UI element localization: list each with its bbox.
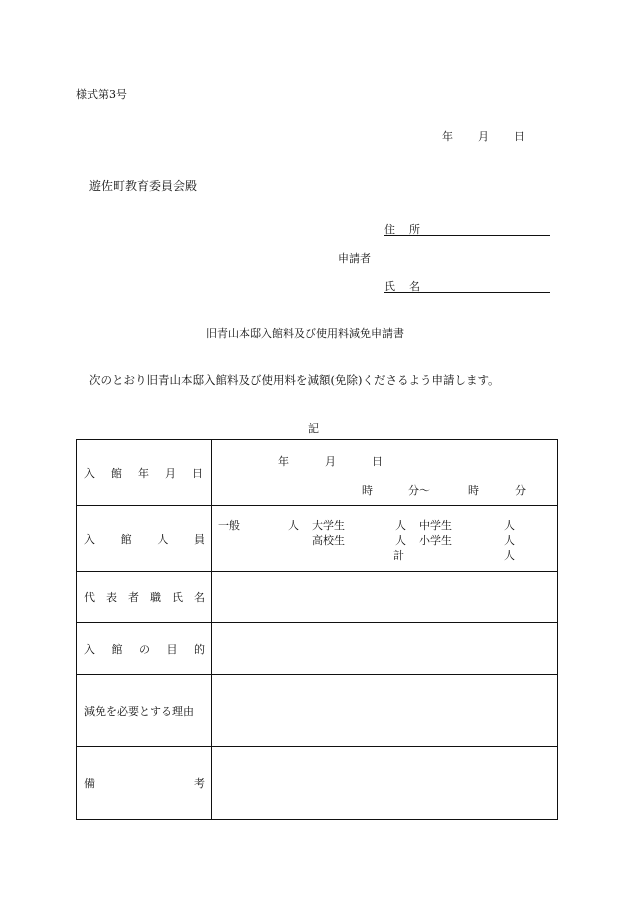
label-visitor-count (77, 506, 212, 572)
label-char: 職 (150, 591, 161, 604)
label-char: 館 (111, 466, 122, 480)
name-line[interactable] (384, 278, 550, 293)
label-char: 入 (84, 466, 95, 480)
label-char: 備 (84, 777, 95, 790)
date-line (442, 128, 453, 144)
label-char: 名 (194, 591, 205, 604)
total-label: 計 (393, 549, 404, 562)
general-unit: 人 (288, 519, 299, 532)
addressee: 遊佐町教育委員会殿 (89, 179, 198, 193)
label-char: 入 (84, 532, 95, 546)
address-line[interactable] (384, 221, 550, 236)
remarks-cell[interactable] (212, 747, 558, 820)
elementary-label: 小学生 (419, 534, 452, 547)
table-row-reason (77, 675, 558, 747)
form-title: 旧青山本邸入館料及び使用料減免申請書 (206, 327, 404, 340)
hour-to: 時 (468, 484, 479, 497)
name-label-2: 名 (409, 280, 420, 293)
form-number: 様式第3号 (76, 88, 127, 101)
purpose-cell[interactable] (212, 623, 558, 675)
representative-cell[interactable] (212, 572, 558, 623)
ki-label: 記 (308, 422, 319, 435)
junior-high-label: 中学生 (419, 519, 452, 532)
label-char: 員 (193, 532, 205, 546)
label-purpose (77, 623, 212, 675)
total-unit: 人 (504, 549, 515, 562)
date-month: 月 (478, 130, 489, 143)
label-char: 入 (84, 642, 95, 656)
label-char: 表 (106, 591, 117, 604)
reason-cell[interactable] (212, 675, 558, 747)
university-unit: 人 (395, 519, 406, 532)
label-char: 考 (194, 777, 205, 790)
label-reason (77, 675, 212, 747)
label-char: 者 (128, 591, 139, 604)
table-row-date (77, 440, 558, 506)
high-school-unit: 人 (395, 534, 406, 547)
visit-date-cell[interactable] (212, 440, 558, 506)
body-text: 次のとおり旧青山本邸入館料及び使用料を減額(免除)くださるよう申請します。 (89, 373, 500, 387)
visit-month: 月 (325, 455, 336, 468)
date-year: 年 (442, 130, 453, 143)
label-char: 人 (157, 532, 169, 546)
label-char: 代 (84, 591, 95, 604)
applicant-label: 申請者 (338, 252, 371, 265)
name-label-1: 氏 (384, 280, 395, 293)
label-char: 目 (166, 642, 178, 656)
visit-day: 日 (372, 455, 383, 468)
table-row-people (77, 506, 558, 572)
university-label: 大学生 (312, 519, 345, 532)
label-char: 館 (111, 642, 123, 656)
table-row-representative (77, 572, 558, 623)
visit-year: 年 (278, 455, 289, 468)
label-char: 日 (192, 466, 203, 480)
elementary-unit: 人 (504, 534, 515, 547)
hour-from: 時 (362, 484, 373, 497)
minute-from: 分〜 (408, 484, 430, 497)
label-representative (77, 572, 212, 623)
label-text: 減免を必要とする理由 (84, 704, 194, 718)
address-label-1: 住 (384, 223, 395, 236)
label-char: 館 (120, 532, 132, 546)
address-label-2: 所 (409, 223, 420, 236)
label-char: 氏 (172, 591, 183, 604)
date-day: 日 (514, 130, 525, 143)
minute-to: 分 (515, 484, 526, 497)
label-char: の (139, 642, 150, 656)
label-visit-date (77, 440, 212, 506)
high-school-label: 高校生 (312, 534, 345, 547)
label-remarks (77, 747, 212, 820)
application-table (76, 439, 558, 820)
table-row-purpose (77, 623, 558, 675)
label-char: 年 (138, 466, 149, 480)
table-row-remarks (77, 747, 558, 820)
general-label: 一般 (218, 519, 240, 532)
junior-high-unit: 人 (504, 519, 515, 532)
label-char: 月 (165, 466, 176, 480)
label-char: 的 (194, 642, 205, 656)
visitor-count-cell[interactable] (212, 506, 558, 572)
